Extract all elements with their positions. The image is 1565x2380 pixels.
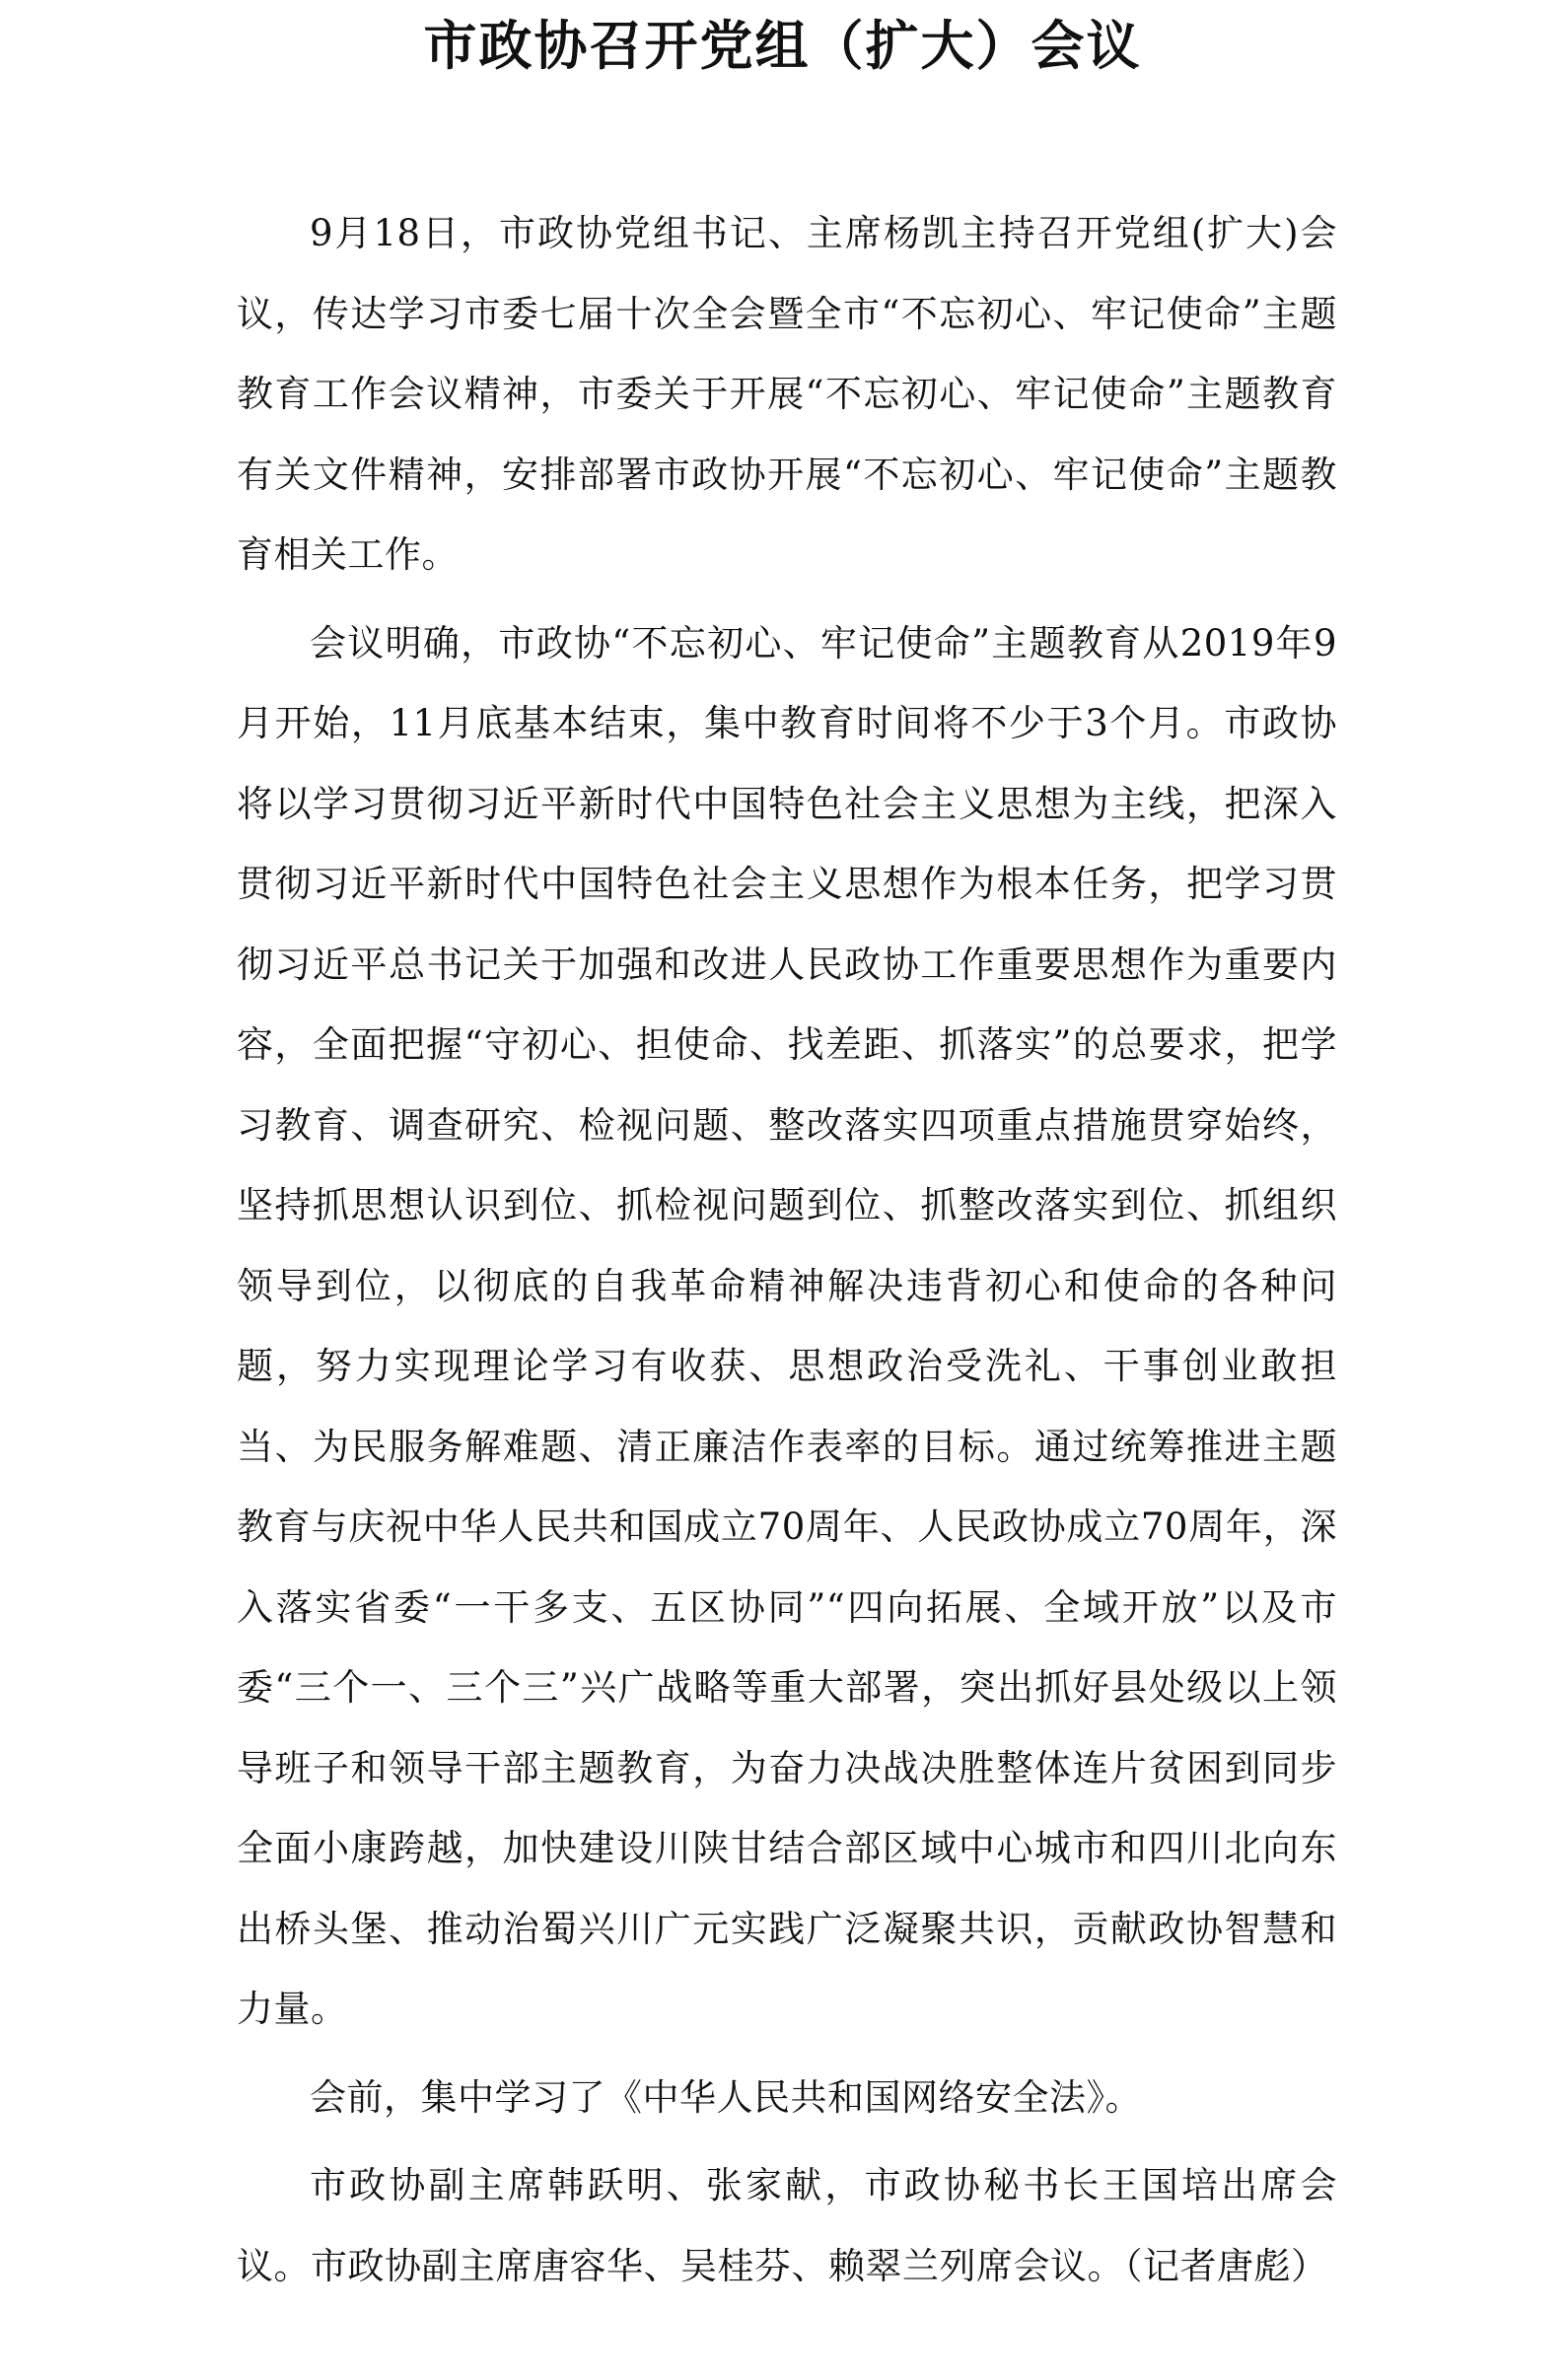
paragraph-pre-meeting-study: 会前，集中学习了《中华人民共和国网络安全法》。 (310, 2075, 1142, 2119)
page-title: 市政协召开党组（扩大）会议 (423, 14, 1142, 77)
paragraph-attendees: 市政协副主席韩跃明、张家献，市政协秘书长王国培出席会议。市政协副主席唐容华、吴桂芬、赖翠兰列席会议。（记者唐彪） (237, 2164, 1337, 2287)
paragraph-meeting-decisions: 会议明确，市政协“不忘初心、牢记使命”主题教育从2019年9月开始，11月底基本结束，集中教育时间将不少于3个月。市政协将以学习贯彻习近平新时代中国特色社会主义思想为主线，把深入贯彻习近平新时代中国特色社会主义思想作为根本任务，把学习贯彻习近平总书记关于加强和改进人民政协工作重要思想作为重要内容，全面把握“守初心、担使命、找差距、抓落实”的总要求，把学习教育、调查研究、检视问题、整改落实四项重点措施贯穿始终，坚持抓思想认识到位、抓检视问题到位、抓整改落实到位、抓组织领导到位，以彻底的自我革命精神解决违背初心和使命的各种问题，努力实现理论学习有收获、思想政治受洗礼、干事创业敢担当、为民服务解难题、清正廉洁作表率的目标。通过统筹推进主题教育与庆祝中华人民共和国成立70周年、人民政协成立70周年，深入落实省委“一干多支、五区协同”“四向拓展、全域开放”以及市委“三个一、三个三”兴广战略等重大部署，突出抓好县处级以上领导班子和领导干部主题教育，为奋力决战决胜整体连片贫困到同步全面小康跨越，加快建设川陕甘结合部区域中心城市和四川北向东出桥头堡、推动治蜀兴川广元实践广泛凝聚共识，贡献政协智慧和力量。 (237, 621, 1337, 2030)
paragraph-meeting-intro: 9月18日，市政协党组书记、主席杨凯主持召开党组(扩大)会议，传达学习市委七届十次全会暨全市“不忘初心、牢记使命”主题教育工作会议精神，市委关于开展“不忘初心、牢记使命”主题教育有关文件精神，安排部署市政协开展“不忘初心、牢记使命”主题教育相关工作。 (237, 212, 1337, 576)
article-body (237, 193, 1337, 2314)
